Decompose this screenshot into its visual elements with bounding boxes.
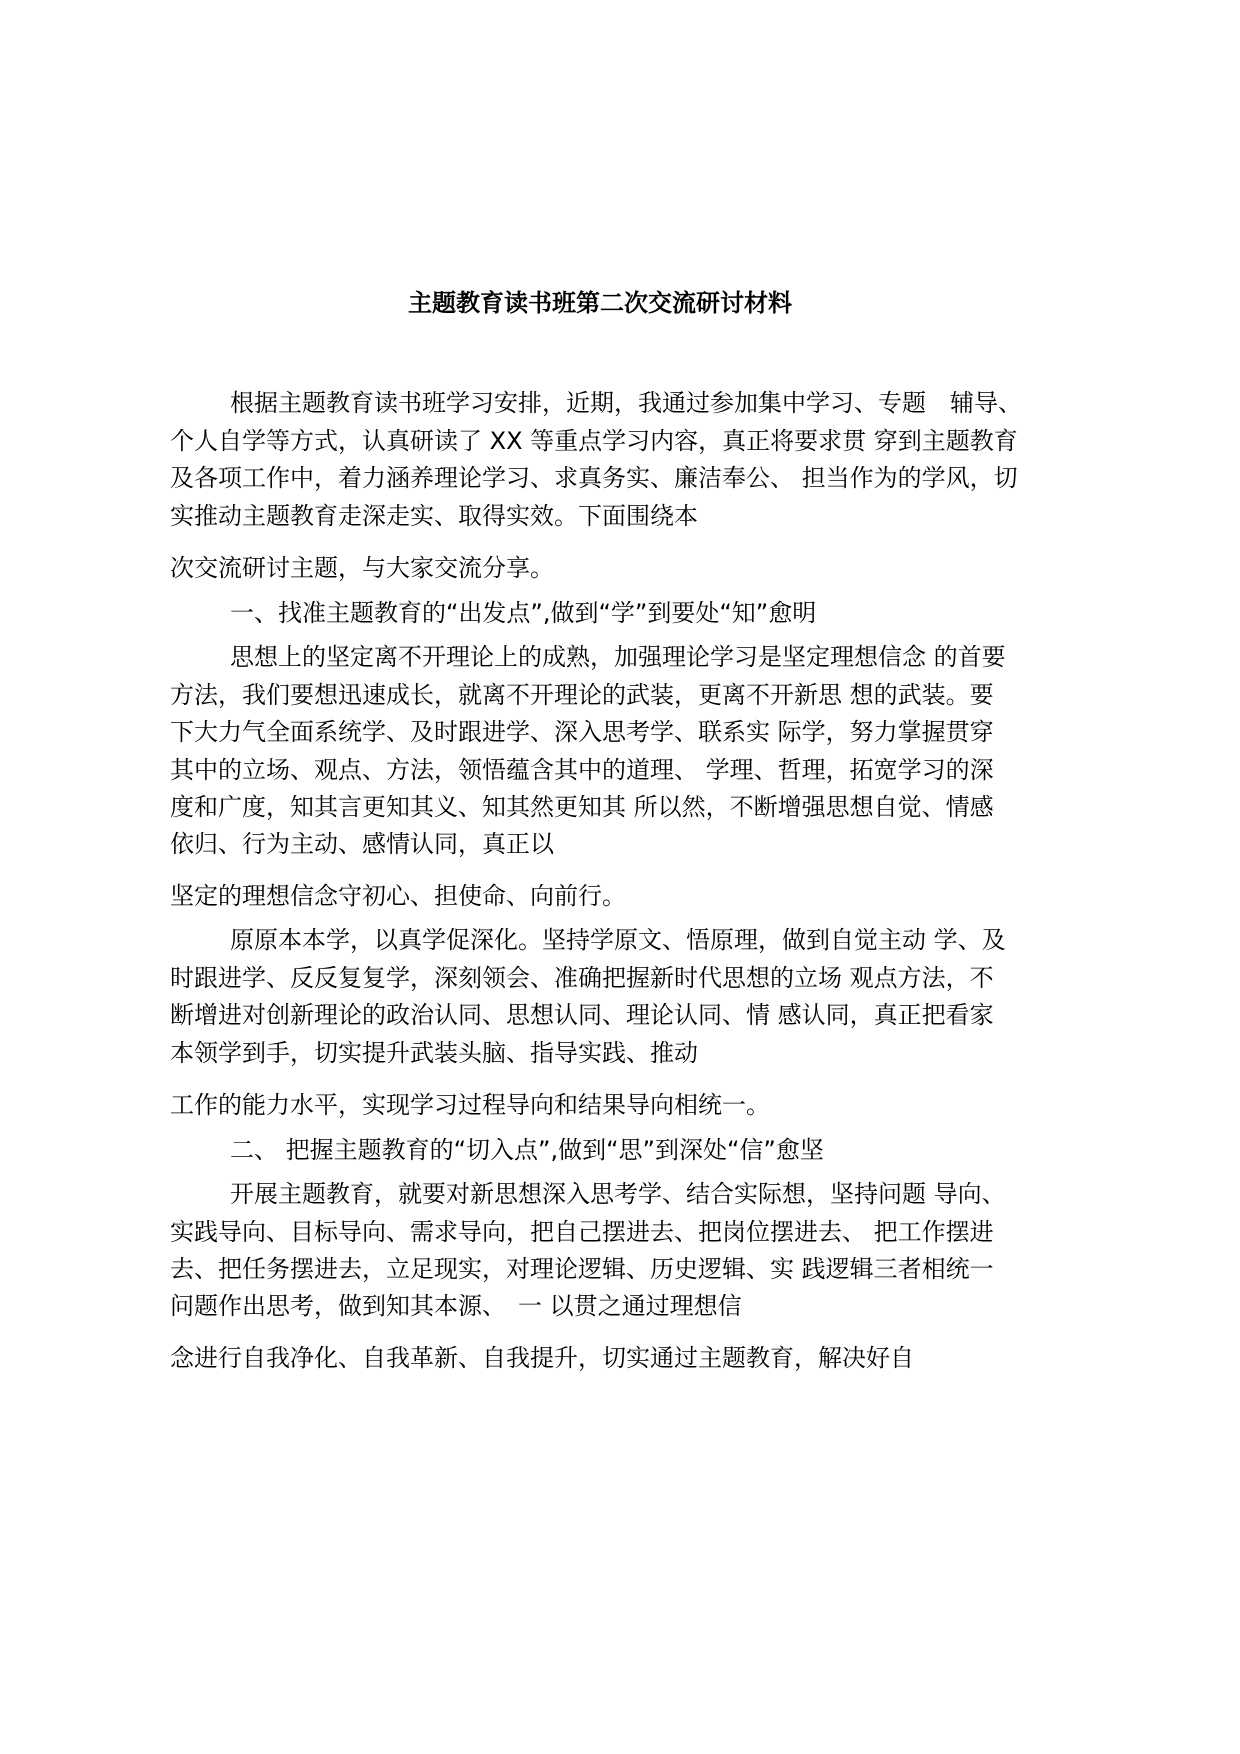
- paragraph-line: 实践导向、目标导向、需求导向，把自己摆进去、把岗位摆进去、 把工作摆进: [170, 1218, 994, 1246]
- paragraph-line: 实推动主题教育走深走实、取得实效。下面围绕本: [170, 502, 698, 530]
- document-title: 主题教育读书班第二次交流研讨材料: [408, 289, 792, 317]
- paragraph-line: 度和广度，知其言更知其义、知其然更知其 所以然，不断增强思想自觉、情感: [170, 793, 994, 821]
- paragraph-line: 次交流研讨主题，与大家交流分享。: [170, 554, 554, 582]
- paragraph-line: 个人自学等方式，认真研读了 XX 等重点学习内容，真正将要求贯 穿到主题教育: [170, 427, 1018, 455]
- paragraph-line: 下大力气全面系统学、及时跟进学、深入思考学、联系实 际学，努力掌握贯穿: [170, 718, 994, 746]
- paragraph-line: 根据主题教育读书班学习安排，近期，我通过参加集中学习、专题 辅导、: [230, 389, 1022, 417]
- paragraph-line: 问题作出思考，做到知其本源、 一 以贯之通过理想信: [170, 1292, 742, 1320]
- paragraph-line: 工作的能力水平，实现学习过程导向和结果导向相统一。: [170, 1091, 770, 1119]
- paragraph-line: 方法，我们要想迅速成长，就离不开理论的武装，更离不开新思 想的武装。要: [170, 681, 994, 709]
- paragraph-line: 依归、行为主动、感情认同，真正以: [170, 830, 554, 858]
- section-heading: 一、找准主题教育的“出发点”,做到“学”到要处“知”愈明: [230, 599, 817, 627]
- paragraph-line: 其中的立场、观点、方法，领悟蕴含其中的道理、 学理、哲理，拓宽学习的深: [170, 756, 994, 784]
- paragraph-line: 去、把任务摆进去，立足现实，对理论逻辑、历史逻辑、实 践逻辑三者相统一: [170, 1255, 994, 1283]
- paragraph-line: 念进行自我净化、自我革新、自我提升，切实通过主题教育，解决好自: [170, 1344, 914, 1372]
- paragraph-line: 开展主题教育，就要对新思想深入思考学、结合实际想，坚持问题 导向、: [230, 1180, 1006, 1208]
- paragraph-line: 思想上的坚定离不开理论上的成熟，加强理论学习是坚定理想信念 的首要: [230, 643, 1006, 671]
- paragraph-line: 断增进对创新理论的政治认同、思想认同、理论认同、情 感认同，真正把看家: [170, 1001, 994, 1029]
- paragraph-line: 时跟进学、反反复复学，深刻领会、准确把握新时代思想的立场 观点方法，不: [170, 964, 994, 992]
- paragraph-line: 坚定的理想信念守初心、担使命、向前行。: [170, 882, 626, 910]
- section-heading: 二、 把握主题教育的“切入点”,做到“思”到深处“信”愈坚: [230, 1136, 824, 1164]
- paragraph-line: 原原本本学，以真学促深化。坚持学原文、悟原理，做到自觉主动 学、及: [230, 926, 1006, 954]
- paragraph-line: 本领学到手，切实提升武装头脑、指导实践、推动: [170, 1039, 698, 1067]
- paragraph-line: 及各项工作中，着力涵养理论学习、求真务实、廉洁奉公、 担当作为的学风，切: [170, 464, 1018, 492]
